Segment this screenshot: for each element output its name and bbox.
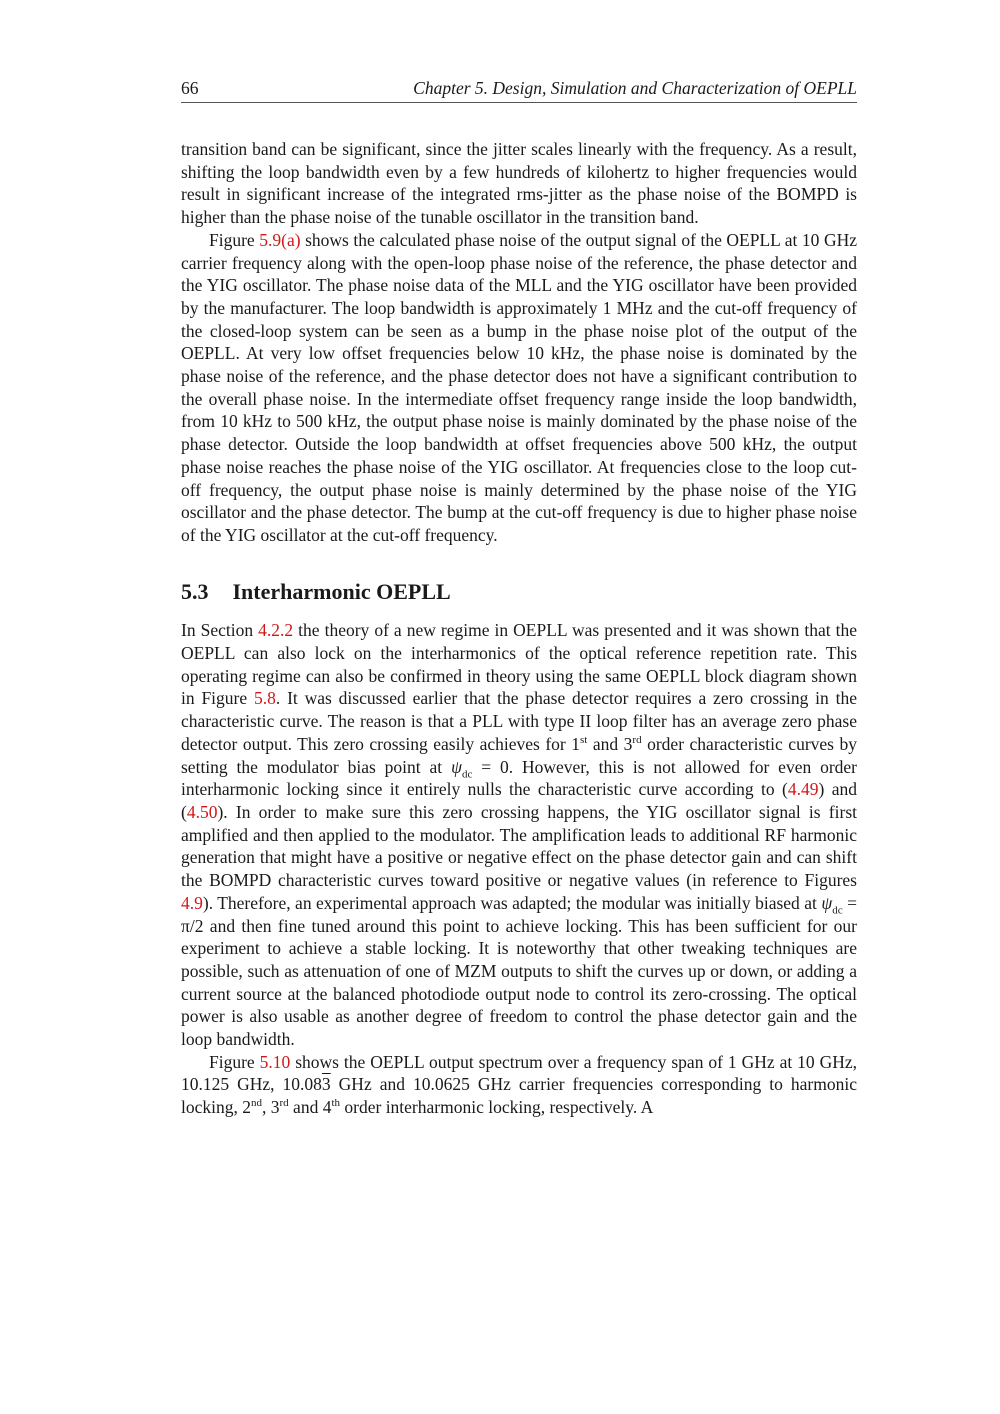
running-header xyxy=(181,78,857,103)
text-run: ). In order to make sure this zero crossing happens, the YIG oscillator signal is first amplified and then applied to the modulator. The amplification leads to additional RF harmonic generation that might have a positive or negative effect on the phase detector gain and can shift the BOMPD characteristic curves toward positive or negative values (in reference to Figures xyxy=(181,801,857,891)
text-run: GHz and 10.0625 GHz carrier frequencies corresponding to harmonic locking, 2 xyxy=(181,1074,857,1118)
superscript: th xyxy=(331,1097,341,1110)
subscript: dc xyxy=(832,904,843,917)
text-run: In Section xyxy=(181,620,254,641)
text-run: ) and ( xyxy=(181,779,857,822)
section-title: Interharmonic OEPLL xyxy=(232,578,451,604)
figure-link-5-10[interactable]: 5.10 xyxy=(259,1051,291,1072)
text-run: order characteristic curves by setting the modulator bias point at xyxy=(181,733,857,777)
paragraph-2 xyxy=(181,229,857,547)
equation-link-4-49[interactable]: 4.49 xyxy=(787,779,819,800)
superscript: rd xyxy=(632,734,642,747)
figure-link-4-9[interactable]: 4.9 xyxy=(181,892,203,913)
section-link-4-2-2[interactable]: 4.2.2 xyxy=(258,620,294,641)
text-run: order interharmonic locking, respectively. A xyxy=(344,1097,654,1118)
repeating-digit: 3 xyxy=(321,1074,331,1095)
superscript: st xyxy=(580,734,588,747)
text-run: and 4 xyxy=(293,1097,332,1118)
text-run: the theory of a new regime in OEPLL was presented and it was shown that the OEPLL can also lock on the interharmonics of the optical reference repetition rate. This operating regime can also be confirmed in theory using the same OEPLL block diagram shown in Figure xyxy=(181,620,857,709)
body-text xyxy=(181,138,857,1119)
paragraph-3 xyxy=(181,619,857,1050)
chapter-title: Chapter 5. Design, Simulation and Characterization of OEPLL xyxy=(413,78,857,98)
paragraph-4 xyxy=(181,1051,857,1119)
figure-link-5-9a[interactable]: 5.9(a) xyxy=(259,229,301,250)
paragraph-1 xyxy=(181,138,857,229)
text-run: shows the OEPLL output spectrum over a frequency span of 1 GHz at 10 GHz, 10.125 GHz, 10.08 xyxy=(181,1051,858,1095)
section-number: 5.3 xyxy=(181,578,209,604)
figure-link-5-8[interactable]: 5.8 xyxy=(253,688,276,709)
psi-symbol: ψ xyxy=(821,892,833,913)
subscript: dc xyxy=(461,768,473,781)
text-run: = π/2 and then fine tuned around this point to achieve locking. This has been sufficient for our experiment to achieve a stable locking. It is noteworthy that other tweaking techniques are possible, such as attenuation of one of MZM outputs to shift the curves up or down, or adding a current source at the balanced photodiode output node to control its zero-crossing. The optical power is also usable as another degree of freedom to control the phase detector gain and the loop bandwidth. xyxy=(181,892,857,1050)
paragraph-1-text: transition band can be significant, since the jitter scales linearly with the frequency. As a result, shifting the loop bandwidth even by a few hundreds of kilohertz to higher frequencies would result in significant increase of the integrated rms-jitter as the phase noise of the BOMPD is higher than the phase noise of the tunable oscillator in the transition band. xyxy=(181,139,857,228)
equation-link-4-50[interactable]: 4.50 xyxy=(186,801,218,822)
section-heading xyxy=(181,578,857,604)
figure-word: Figure xyxy=(209,1051,255,1072)
paragraph-2-text: shows the calculated phase noise of the output signal of the OEPLL at 10 GHz carrier frequency along with the open-loop phase noise of the reference, the phase detector and the YIG oscillator. The phase noise data of the MLL and the YIG oscillator have been provided by the manufacturer. The loop bandwidth is approximately 1 MHz and the cut-off frequency of the closed-loop system can be seen as a bump in the phase noise plot of the output of the OEPLL. At very low offset frequencies below 10 kHz, the phase noise is dominated by the phase noise of the reference, and the phase detector does not have a significant contribution to the overall phase noise. In the intermediate offset frequency range inside the loop bandwidth, from 10 kHz to 500 kHz, the output phase noise is mainly dominated by the phase noise of the phase detector. Outside the loop bandwidth at offset frequencies above 500 kHz, the output phase noise reaches the phase noise of the YIG oscillator. At frequencies close to the loop cut-off frequency, the output phase noise is mainly determined by the phase noise of the YIG oscillator and the phase detector. The bump at the cut-off frequency is due to higher phase noise of the YIG oscillator at the cut-off frequency. xyxy=(181,229,858,545)
psi-symbol: ψ xyxy=(451,756,462,777)
superscript: nd xyxy=(251,1097,262,1110)
text-run: ). Therefore, an experimental approach was adapted; the modular was initially biased at xyxy=(202,892,817,913)
figure-word: Figure xyxy=(209,229,255,250)
page-number: 66 xyxy=(181,78,199,98)
text-run: and 3 xyxy=(592,733,633,754)
text-run: = 0. However, this is not allowed for even order interharmonic locking since it entirely nulls the characteristic curve according to ( xyxy=(181,756,858,800)
text-run: , 3 xyxy=(262,1097,280,1118)
superscript: rd xyxy=(279,1097,289,1110)
text-run: . It was discussed earlier that the phase detector requires a zero crossing in the characteristic curve. The reason is that a PLL with type II loop filter has an average zero phase detector output. This zero crossing easily achieves for 1 xyxy=(181,688,857,754)
